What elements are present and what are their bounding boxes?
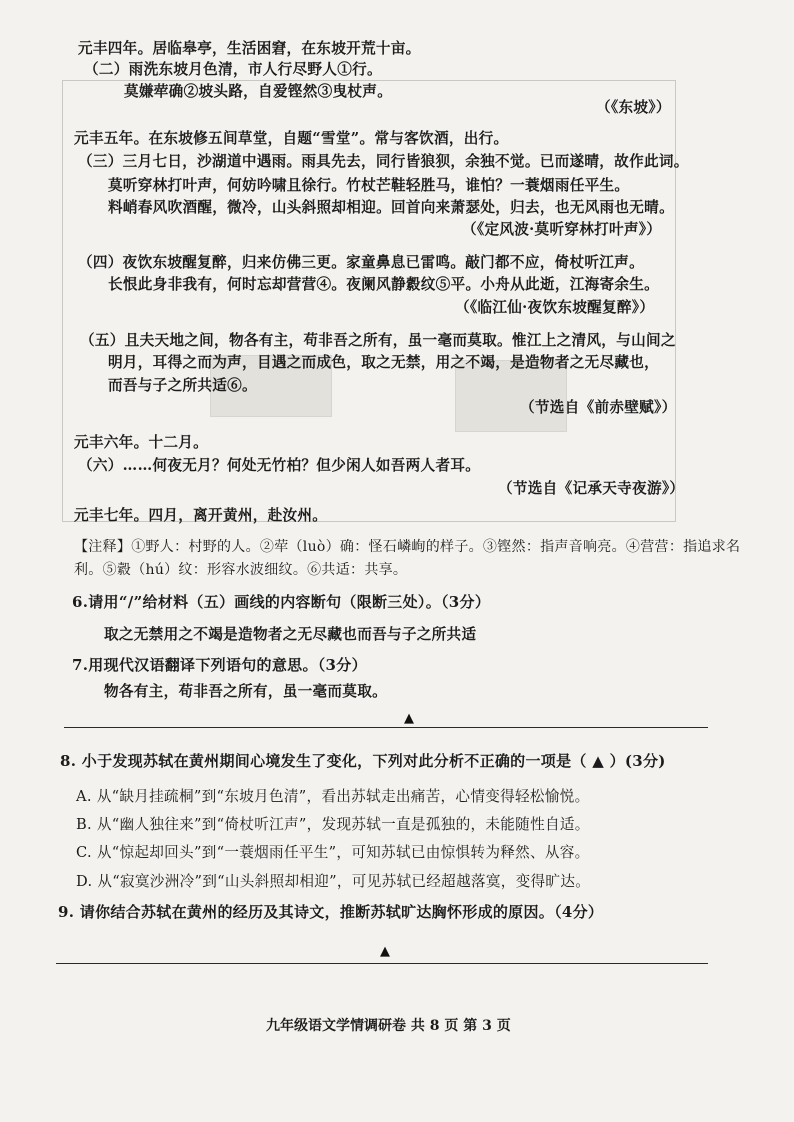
poem4-source: （《临江仙·夜饮东坡醒复醉》） <box>455 299 655 316</box>
poem5-source: （节选自《前赤壁赋》） <box>520 399 677 416</box>
poem5-line1: （五）且夫天地之间，物各有主，苟非吾之所有，虽一毫而莫取。惟江上之清风，与山间之 <box>80 332 676 349</box>
poem3-line3: 料峭春风吹酒醒，微冷，山头斜照却相迎。回首向来萧瑟处，归去，也无风雨也无晴。 <box>108 199 674 216</box>
timeline-year6: 元丰六年。十二月。 <box>74 434 209 451</box>
poem3-line1: （三）三月七日，沙湖道中遇雨。雨具先去，同行皆狼狈，余独不觉。已而遂晴，故作此词。 <box>78 153 689 170</box>
question-8-prompt: 8. 小于发现苏轼在黄州期间心境发生了变化，下列对此分析不正确的一项是（ ▲ ）(3分) <box>60 752 666 770</box>
poem6-line1: （六）……何夜无月？何处无竹柏？但少闲人如吾两人者耳。 <box>78 457 481 474</box>
poem4-line1: （四）夜饮东坡醒复醉，归来仿佛三更。家童鼻息已雷鸣。敲门都不应，倚杖听江声。 <box>78 254 644 271</box>
poem5-line2: 明月，耳得之而为声，目遇之而成色，取之无禁，用之不竭，是造物者之无尽藏也， <box>108 354 660 371</box>
question-6-text[interactable]: 取之无禁用之不竭是造物者之无尽藏也而吾与子之所共适 <box>104 626 477 643</box>
question-7-prompt: 7.用现代汉语翻译下列语句的意思。（3分） <box>72 656 367 674</box>
answer-area-rule <box>64 727 708 728</box>
poem2-line1: （二）雨洗东坡月色清，市人行尽野人①行。 <box>84 61 382 78</box>
timeline-year5: 元丰五年。在东坡修五间草堂，自题“雪堂”。常与客饮酒，出行。 <box>74 130 509 147</box>
notes-line1: 【注释】①野人：村野的人。②荦（luò）确：怪石嶙峋的样子。③铿然：指声音响亮。④营营：指追求名 <box>74 539 741 555</box>
poem3-source: （《定风波·莫听穿林打叶声》） <box>462 221 662 238</box>
poem2-source: （《东坡》） <box>596 99 671 116</box>
question-6-prompt: 6.请用“/”给材料（五）画线的内容断句（限断三处）。（3分） <box>72 593 491 611</box>
poem3-line2: 莫听穿林打叶声，何妨吟啸且徐行。竹杖芒鞋轻胜马，谁怕？一蓑烟雨任平生。 <box>108 177 630 194</box>
question-8-option-b[interactable]: B. 从“幽人独往来”到“倚杖听江声”，发现苏轼一直是孤独的，未能随性自适。 <box>76 816 590 833</box>
notes-line2: 利。⑤縠（hú）纹：形容水波细纹。⑥共适：共享。 <box>74 562 408 578</box>
question-9-prompt: 9. 请你结合苏轼在黄州的经历及其诗文，推断苏轼旷达胸怀形成的原因。（4分） <box>58 903 604 921</box>
question-8-option-c[interactable]: C. 从“惊起却回头”到“一蓑烟雨任平生”，可知苏轼已由惊惧转为释然、从容。 <box>76 844 590 861</box>
question-8-option-a[interactable]: A. 从“缺月挂疏桐”到“东坡月色清”，看出苏轼走出痛苦，心情变得轻松愉悦。 <box>76 788 590 805</box>
page-footer: 九年级语文学情调研卷 共 8 页 第 3 页 <box>266 1018 511 1034</box>
answer-mark-q9[interactable]: ▲ <box>380 944 390 959</box>
poem2-line2: 莫嫌荦确②坡头路，自爱铿然③曳杖声。 <box>124 83 393 100</box>
question-8-option-d[interactable]: D. 从“寂寞沙洲冷”到“山头斜照却相迎”，可见苏轼已经超越落寞，变得旷达。 <box>76 873 591 890</box>
answer-area-rule-bottom <box>56 963 708 964</box>
timeline-year7: 元丰七年。四月，离开黄州，赴汝州。 <box>74 507 328 524</box>
poem4-line2: 长恨此身非我有，何时忘却营营④。夜阑风静縠纹⑤平。小舟从此逝，江海寄余生。 <box>108 276 660 293</box>
poem5-line3: 而吾与子之所共适⑥。 <box>108 377 257 394</box>
question-7-text: 物各有主，苟非吾之所有，虽一毫而莫取。 <box>104 683 387 700</box>
timeline-year4: 元丰四年。居临皋亭，生活困窘，在东坡开荒十亩。 <box>78 40 421 57</box>
poem6-source: （节选自《记承天寺夜游》） <box>498 480 685 497</box>
answer-mark-q7[interactable]: ▲ <box>404 711 414 726</box>
